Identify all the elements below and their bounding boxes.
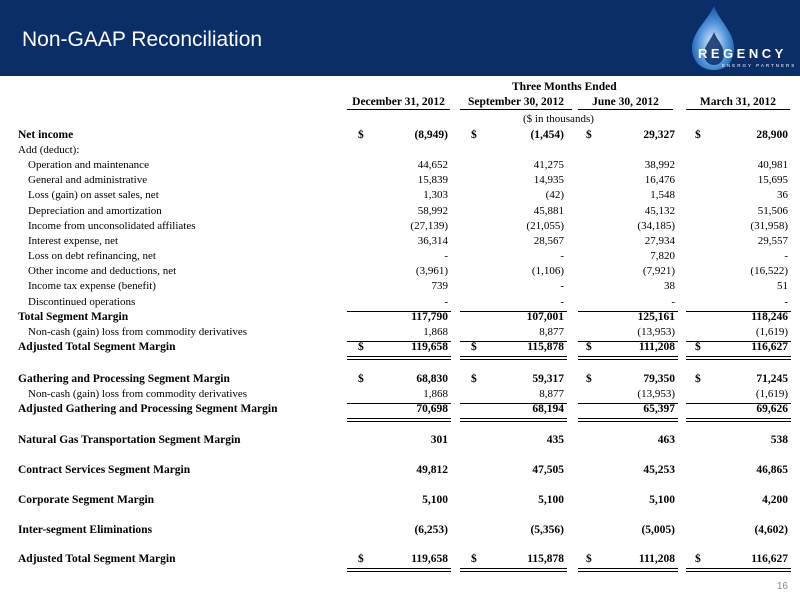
table-row: [0, 235, 800, 250]
value-cell: 115,878: [527, 553, 564, 565]
value-cell: 116,627: [751, 341, 788, 353]
value-cell: -: [784, 296, 788, 308]
table-row: [0, 403, 800, 418]
value-cell: 107,001: [526, 311, 564, 323]
value-cell: 40,981: [757, 159, 788, 171]
value-cell: 15,695: [757, 174, 788, 186]
row-label: Total Segment Margin: [18, 311, 129, 323]
dollar-sign: $: [695, 341, 701, 353]
value-cell: (6,253): [414, 524, 448, 536]
logo-wordmark: REGENCY: [698, 46, 787, 61]
value-cell: -: [444, 250, 448, 262]
value-cell: 69,626: [756, 403, 788, 415]
value-cell: (16,522): [750, 265, 788, 277]
dollar-sign: $: [471, 341, 477, 353]
row-label: Other income and deductions, net: [28, 265, 177, 277]
value-cell: 16,476: [644, 174, 675, 186]
table-row: [0, 341, 800, 356]
value-cell: (1,106): [531, 265, 564, 277]
value-cell: 5,100: [649, 494, 675, 506]
row-label: Net income: [18, 129, 74, 141]
value-cell: 118,246: [751, 311, 788, 323]
row-label: Income tax expense (benefit): [28, 280, 156, 292]
page-title: Non-GAAP Reconciliation: [22, 28, 263, 51]
value-cell: 538: [770, 434, 788, 446]
value-cell: -: [560, 280, 564, 292]
double-underline: [686, 418, 791, 422]
value-cell: 1,303: [423, 189, 448, 201]
value-cell: 47,505: [532, 464, 564, 476]
value-cell: (21,055): [526, 220, 564, 232]
value-cell: 15,839: [417, 174, 448, 186]
table-row: [0, 220, 800, 235]
dollar-sign: $: [586, 553, 592, 565]
row-label: Corporate Segment Margin: [18, 494, 155, 506]
value-cell: 46,865: [756, 464, 788, 476]
row-label: General and administrative: [28, 174, 148, 186]
value-cell: 435: [546, 434, 564, 446]
value-cell: -: [671, 296, 675, 308]
row-label: Loss on debt refinancing, net: [28, 250, 156, 262]
value-cell: 44,652: [417, 159, 448, 171]
value-cell: 115,878: [527, 341, 564, 353]
value-cell: 301: [430, 434, 448, 446]
dollar-sign: $: [695, 129, 701, 141]
logo-subtitle: ENERGY PARTNERS: [722, 63, 797, 68]
value-cell: 111,208: [638, 341, 675, 353]
value-cell: 8,877: [539, 326, 564, 338]
value-cell: (13,953): [637, 326, 675, 338]
value-cell: 5,100: [538, 494, 564, 506]
value-cell: 463: [657, 434, 675, 446]
double-underline: [347, 568, 451, 572]
value-cell: 68,194: [532, 403, 564, 415]
dollar-sign: $: [358, 341, 364, 353]
value-cell: 7,820: [650, 250, 675, 262]
value-cell: 1,868: [423, 388, 448, 400]
value-cell: 1,868: [423, 326, 448, 338]
value-cell: 59,317: [532, 373, 564, 385]
value-cell: 8,877: [539, 388, 564, 400]
dollar-sign: $: [695, 373, 701, 385]
value-cell: 14,935: [533, 174, 564, 186]
row-label: Adjusted Total Segment Margin: [18, 341, 176, 353]
double-underline: [578, 568, 678, 572]
value-cell: 117,790: [411, 311, 448, 323]
dollar-sign: $: [586, 129, 592, 141]
value-cell: 45,881: [533, 205, 564, 217]
value-cell: 119,658: [411, 553, 448, 565]
value-cell: 28,567: [533, 235, 564, 247]
value-cell: (8,949): [414, 129, 448, 141]
value-cell: -: [784, 250, 788, 262]
column-header: December 31, 2012: [347, 96, 450, 110]
value-cell: 58,992: [417, 205, 448, 217]
dollar-sign: $: [695, 553, 701, 565]
dollar-sign: $: [471, 129, 477, 141]
column-header: March 31, 2012: [686, 96, 790, 110]
row-label: Depreciation and amortization: [28, 205, 162, 217]
row-label: Interest expense, net: [28, 235, 119, 247]
double-underline: [686, 568, 791, 572]
table-row: [0, 524, 800, 539]
value-cell: 71,245: [756, 373, 788, 385]
value-cell: (13,953): [637, 388, 675, 400]
value-cell: 36: [777, 189, 788, 201]
value-cell: (4,602): [754, 524, 788, 536]
value-cell: 65,397: [643, 403, 675, 415]
value-cell: 41,275: [533, 159, 564, 171]
value-cell: (3,961): [415, 265, 448, 277]
value-cell: 51: [777, 280, 788, 292]
value-cell: 29,327: [643, 129, 675, 141]
dollar-sign: $: [358, 553, 364, 565]
value-cell: 45,132: [644, 205, 675, 217]
table-row: [0, 434, 800, 449]
table-group-header: Three Months Ended: [512, 81, 617, 93]
table-row: [0, 129, 800, 144]
value-cell: 49,812: [416, 464, 448, 476]
column-header: June 30, 2012: [578, 96, 673, 110]
value-cell: 28,900: [756, 129, 788, 141]
value-cell: (7,921): [642, 265, 675, 277]
value-cell: (34,185): [637, 220, 675, 232]
row-label: Non-cash (gain) loss from commodity derivatives: [28, 326, 248, 338]
table-row: [0, 296, 800, 311]
value-cell: -: [560, 250, 564, 262]
row-label: Add (deduct):: [18, 144, 80, 156]
value-cell: 739: [431, 280, 448, 292]
value-cell: 45,253: [643, 464, 675, 476]
double-underline: [460, 418, 567, 422]
row-label: Natural Gas Transportation Segment Margin: [18, 434, 241, 446]
table-row: [0, 174, 800, 189]
table-row: [0, 265, 800, 280]
row-label: Adjusted Gathering and Processing Segment Margin: [18, 403, 278, 415]
table-row: [0, 553, 800, 568]
double-underline: [460, 568, 567, 572]
row-label: Non-cash (gain) loss from commodity derivatives: [28, 388, 248, 400]
table-row: [0, 189, 800, 204]
row-label: Adjusted Total Segment Margin: [18, 553, 176, 565]
dollar-sign: $: [358, 373, 364, 385]
value-cell: (42): [545, 189, 564, 201]
value-cell: 79,350: [643, 373, 675, 385]
value-cell: 68,830: [416, 373, 448, 385]
value-cell: 27,934: [644, 235, 675, 247]
value-cell: 116,627: [751, 553, 788, 565]
table-row: [0, 494, 800, 509]
table-row: [0, 326, 800, 341]
value-cell: -: [560, 296, 564, 308]
value-cell: (1,619): [755, 388, 788, 400]
value-cell: 4,200: [762, 494, 788, 506]
double-underline: [686, 356, 791, 360]
value-cell: 111,208: [638, 553, 675, 565]
table-row: [0, 388, 800, 403]
dollar-sign: $: [586, 373, 592, 385]
table-row: [0, 311, 800, 326]
value-cell: 70,698: [416, 403, 448, 415]
table-row: [0, 159, 800, 174]
value-cell: 29,557: [757, 235, 788, 247]
value-cell: 51,506: [757, 205, 788, 217]
double-underline: [578, 356, 678, 360]
row-label: Operation and maintenance: [28, 159, 149, 171]
dollar-sign: $: [586, 341, 592, 353]
value-cell: (1,619): [755, 326, 788, 338]
table-units: ($ in thousands): [523, 113, 594, 125]
value-cell: 119,658: [411, 341, 448, 353]
value-cell: 5,100: [422, 494, 448, 506]
table-row: [0, 464, 800, 479]
row-label: Income from unconsolidated affiliates: [28, 220, 196, 232]
value-cell: -: [444, 296, 448, 308]
page-number: 16: [776, 581, 788, 592]
value-cell: 38,992: [644, 159, 675, 171]
value-cell: (5,356): [530, 524, 564, 536]
table-row: [0, 144, 800, 159]
dollar-sign: $: [471, 373, 477, 385]
column-header: September 30, 2012: [460, 96, 572, 110]
table-row: [0, 373, 800, 388]
value-cell: 38: [664, 280, 675, 292]
dollar-sign: $: [358, 129, 364, 141]
row-label: Loss (gain) on asset sales, net: [28, 189, 159, 201]
double-underline: [347, 356, 451, 360]
value-cell: (5,005): [641, 524, 675, 536]
value-cell: 36,314: [417, 235, 448, 247]
double-underline: [460, 356, 567, 360]
value-cell: (31,958): [750, 220, 788, 232]
table-row: [0, 280, 800, 295]
table-row: [0, 205, 800, 220]
value-cell: 1,548: [650, 189, 675, 201]
dollar-sign: $: [471, 553, 477, 565]
row-label: Gathering and Processing Segment Margin: [18, 373, 230, 385]
value-cell: (1,454): [530, 129, 564, 141]
double-underline: [578, 418, 678, 422]
row-label: Inter-segment Eliminations: [18, 524, 153, 536]
value-cell: 125,161: [637, 311, 675, 323]
row-label: Discontinued operations: [28, 296, 136, 308]
table-row: [0, 250, 800, 265]
double-underline: [347, 418, 451, 422]
row-label: Contract Services Segment Margin: [18, 464, 191, 476]
value-cell: (27,139): [410, 220, 448, 232]
